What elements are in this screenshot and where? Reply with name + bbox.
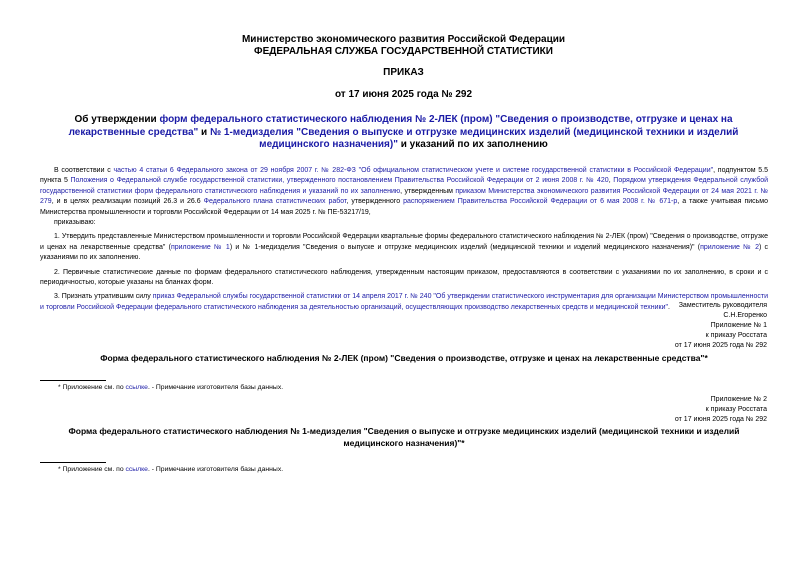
text: . - Примечание изготовителя базы данных. <box>147 384 284 391</box>
document-title <box>40 114 767 152</box>
footnote-link[interactable]: ссылке <box>125 384 148 391</box>
link-decree-671r[interactable]: распоряжением Правительства Российской Федерации от 6 мая 2008 г. № 671-р <box>403 198 678 206</box>
item-2: 2. Первичные статистические данные по формам федерального статистического наблюдения, утвержденным настоящим приказом, предоставляются в соответствии с указаниями по их заполнению, в сроки и с периодичностью, которые указаны на бланках форм. <box>40 268 768 287</box>
appendix-2-date: от 17 июня 2025 года № 292 <box>674 416 767 423</box>
ministry-name: Министерство экономического развития Российской Федерации <box>241 34 566 45</box>
text: В соответствии с <box>54 167 114 174</box>
order-word: приказываю: <box>54 219 96 227</box>
appendix-1-date: от 17 июня 2025 года № 292 <box>674 342 767 349</box>
document-header <box>0 34 807 57</box>
signature-block <box>679 301 767 321</box>
document-body <box>40 166 768 313</box>
text: , утвержденным <box>400 187 456 195</box>
text: . <box>667 303 670 311</box>
link-order-240[interactable]: приказ Федеральной службы государственной статистики от 14 апреля 2017 г. № 240 "Об утверждении статистического инструментария для организации Министерством промышленности и торговли Российской Федерации федерального статистического наблюдения за деятельностью организаций, осуществляющих производство лекарственных средств и медицинской техники" <box>40 293 768 311</box>
text: , а также учитывая письмо Министерства промышленности и торговли Российской Федерации от 14 мая 2025 г. № ПЕ-53217/19, <box>40 198 769 216</box>
appendix-2-header <box>675 395 767 425</box>
link-regulation-420[interactable]: Положения о Федеральной службе государственной статистики, утвержденного постановлением Правительства Российской Федерации от 2 июня 2008 г. № 420 <box>70 177 609 185</box>
link-appendix-2[interactable]: приложение № 2 <box>700 243 759 251</box>
title-suffix: и указаний по их заполнению <box>397 139 548 150</box>
appendix-2-label: Приложение № 2 <box>710 396 767 403</box>
text: , и в целях реализации позиций 26.3 и 26.6 <box>51 198 204 206</box>
appendix-2-form-title: Форма федерального статистического наблюдения № 1-медизделия "Сведения о выпуске и отгрузке медицинских изделий (медицинской техники и изделий медицинского назначения)"* <box>68 426 740 448</box>
appendix-1-to-order: к приказу Росстата <box>705 332 767 339</box>
text: , утвержденного <box>346 198 404 206</box>
item-3 <box>40 292 768 313</box>
document-date-number: от 17 июня 2025 года № 292 <box>334 89 473 100</box>
service-name: ФЕДЕРАЛЬНАЯ СЛУЖБА ГОСУДАРСТВЕННОЙ СТАТИСТИКИ <box>254 45 553 57</box>
link-federal-plan[interactable]: Федерального плана статистических работ <box>203 198 347 206</box>
appendix-1-header <box>675 321 767 351</box>
text: ) с указаниями по их заполнению. <box>40 243 769 262</box>
appendix-1-label: Приложение № 1 <box>710 322 767 329</box>
text: * Приложение см. по <box>58 466 126 473</box>
link-order-279[interactable]: приказом Министерства экономического развития Российской Федерации от 24 мая 2021 г. № 279 <box>40 187 768 206</box>
text: , <box>608 177 614 185</box>
appendix-2-footnote <box>58 465 283 474</box>
footnote-link[interactable]: ссылке <box>125 466 148 473</box>
title-link-form-1med[interactable]: № 1-медизделия "Сведения о выпуске и отгрузке медицинских изделий (медицинской техники и изделий медицинского назначения)" <box>209 126 739 150</box>
text: 3. Признать утратившим силу <box>54 293 153 301</box>
title-link-form-2lek[interactable]: форм федерального статистического наблюдения № 2-ЛЕК (пром) "Сведения о производстве, отгрузке и ценах на лекарственные средства" <box>68 114 733 138</box>
link-appendix-1[interactable]: приложение № 1 <box>170 243 230 251</box>
text: ) и № 1-медизделия "Сведения о выпуске и отгрузке медицинских изделий (медицинской техники и изделий медицинского назначения)" ( <box>229 243 701 251</box>
text: . - Примечание изготовителя базы данных. <box>147 466 284 473</box>
item-1 <box>40 232 768 263</box>
appendix-2-to-order: к приказу Росстата <box>705 406 767 413</box>
text: 1. Утвердить представленные Министерством промышленности и торговли Российской Федерации квартальные формы федерального статистического наблюдения № 2-ЛЕК (пром) "Сведения о производстве, отгрузке и ценах на лекарственные средства" ( <box>40 233 768 251</box>
link-federal-law-282[interactable]: частью 4 статьи 6 Федерального закона от 29 ноября 2007 г. № 282-ФЗ "Об официальном статистическом учете и системе государственной статистики в Российской Федерации" <box>113 167 714 174</box>
preamble-paragraph <box>40 166 768 218</box>
appendix-1-footnote <box>58 383 283 392</box>
signature-position: Заместитель руководителя <box>678 302 767 309</box>
document-type: ПРИКАЗ <box>383 67 424 78</box>
title-prefix: Об утверждении <box>74 114 160 125</box>
footnote-divider <box>40 462 106 463</box>
signature-name: С.Н.Егоренко <box>723 312 767 319</box>
appendix-1-form-title: Форма федерального статистического наблюдения № 2-ЛЕК (пром) "Сведения о производстве, отгрузке и ценах на лекарственные средства"* <box>100 353 708 363</box>
footnote-divider <box>40 380 106 381</box>
text: , подпунктом 5.5 пункта 5 <box>40 167 769 185</box>
text: * Приложение см. по <box>58 384 126 391</box>
link-approval-procedure[interactable]: Порядком утверждения Федеральной службой государственной статистики форм федерального статистического наблюдения и указаний по их заполнению <box>40 177 769 195</box>
title-and: и <box>198 126 210 138</box>
